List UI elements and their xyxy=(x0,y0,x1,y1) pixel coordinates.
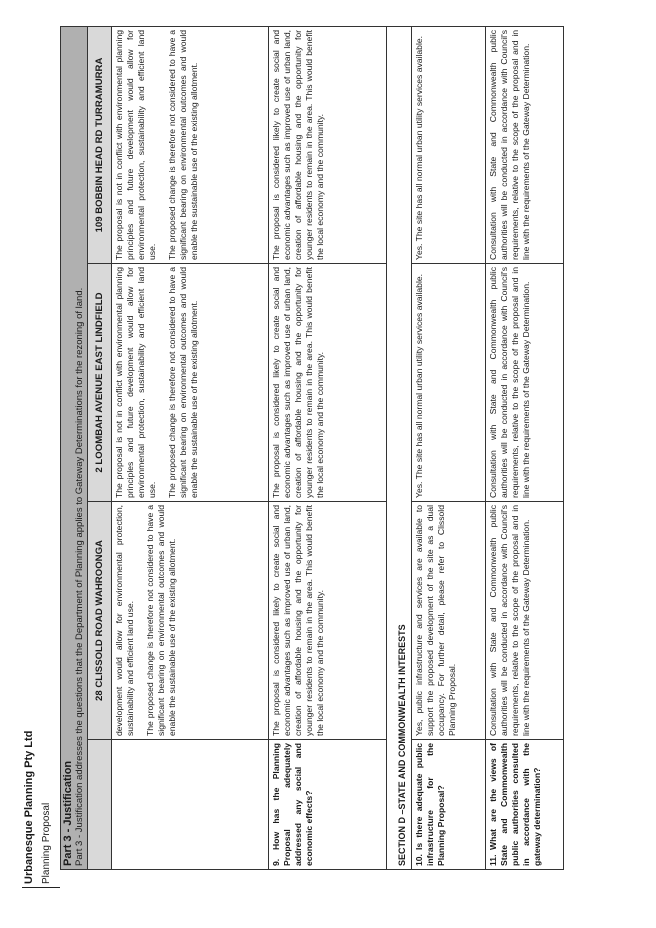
paragraph: The proposed change is therefore not considered to have a significant bearing on environmental outcomes and would enable the sustainable use of the existing allotment. xyxy=(145,505,177,736)
header-rule xyxy=(22,887,60,888)
part-title: Part 3 - Justification xyxy=(61,26,75,869)
answer-cell: Yes. The site has all normal urban utility services available. xyxy=(412,26,486,263)
answer-cell: Consultation with State and Commonwealth public authorities will be conducted in accordance with Council's requirements, relative to the scope of the proposal and in line with the requirements of the Gateway Determination. xyxy=(486,264,564,502)
question-cell xyxy=(486,740,564,870)
question-column-header xyxy=(88,740,112,870)
answer-cell: Consultation with State and Commonwealth public authorities will be conducted in accordance with Council's requirements, relative to the scope of the proposal and in line with the requirements of the Gateway Determination. xyxy=(486,502,564,740)
section-heading: SECTION D –STATE AND COMMONWEALTH INTERESTS xyxy=(387,26,412,869)
column-header-clissold: 28 CLISSOLD ROAD WAHROONGA xyxy=(88,502,112,740)
part-header-row xyxy=(61,26,75,869)
document-title: Planning Proposal xyxy=(41,802,52,884)
paragraph: The proposed change is therefore not considered to have a significant bearing on environmental outcomes and would enable the sustainable use of the existing allotment. xyxy=(167,29,199,260)
answer-cell: Yes, public infrastructure and services are available to support the proposed development of the site as a dual occupancy. For further detail, please refer to Clissold Planning Proposal. xyxy=(412,502,486,740)
part-subtitle: Part 3 - Justification addresses the questions that the Department of Planning applies to Gateway Determinations for the rezoning of land. xyxy=(74,26,88,869)
answer-cell: The proposal is considered likely to create social and economic advantages such as improved use of urban land, creation of affordable housing and the opportunity for younger residents to remain in the area. This would benefit the local economy and the community. xyxy=(269,264,387,502)
question-number: 10. xyxy=(414,854,424,866)
answer-cell: Yes. The site has all normal urban utility services available. xyxy=(412,264,486,502)
table-row xyxy=(269,26,387,869)
question-cell xyxy=(412,740,486,870)
question-text: Is there adequate public infrastructure for the Planning Proposal? xyxy=(414,743,446,866)
question-cell xyxy=(112,740,269,870)
answer-cell: Consultation with State and Commonwealth public authorities will be conducted in accordance with Council's requirements, relative to the scope of the proposal and in line with the requirements of the Gateway Determination. xyxy=(486,26,564,263)
table-row xyxy=(112,26,269,869)
column-header-row xyxy=(88,26,112,869)
question-text: How has the Planning Proposal adequately addressed any social and economic effects? xyxy=(271,743,314,866)
paragraph: The proposal is not in conflict with environmental planning principles and future development would allow for environmental protection, sustainability and efficient land use. xyxy=(114,29,157,260)
question-number: 9. xyxy=(271,858,281,866)
section-row xyxy=(387,26,412,869)
table-row xyxy=(486,26,564,869)
question-number: 11. xyxy=(488,854,498,866)
question-cell xyxy=(269,740,387,870)
answer-cell: The proposal is considered likely to create social and economic advantages such as improved use of urban land, creation of affordable housing and the opportunity for younger residents to remain in the area. This would benefit the local economy and the community. xyxy=(269,502,387,740)
answer-cell xyxy=(112,502,269,740)
part-subtitle-row xyxy=(74,26,88,869)
paragraph: The proposed change is therefore not considered to have a significant bearing on environmental outcomes and would enable the sustainable use of the existing allotment. xyxy=(167,267,199,498)
company-name: Urbanesque Planning Pty Ltd xyxy=(23,730,35,884)
column-header-bobbin-head: 109 BOBBIN HEAD RD TURRAMURRA xyxy=(88,26,112,263)
justification-table xyxy=(60,26,564,870)
answer-cell xyxy=(112,26,269,263)
answer-cell: The proposal is considered likely to create social and economic advantages such as improved use of urban land, creation of affordable housing and the opportunity for younger residents to remain in the area. This would benefit the local economy and the community. xyxy=(269,26,387,263)
answer-cell xyxy=(112,264,269,502)
question-text: What are the views of State and Commonwealth public authorities consulted in accordance with the gateway determination? xyxy=(488,743,542,866)
table-row xyxy=(412,26,486,869)
paragraph: The proposal is not in conflict with environmental planning principles and future development would allow for environmental protection, sustainability and efficient land use. xyxy=(114,267,157,498)
column-header-loombah: 2 LOOMBAH AVENUE EAST LINDFIELD xyxy=(88,264,112,502)
paragraph: development would allow for environmental protection, sustainability and efficient land use. xyxy=(114,505,135,736)
